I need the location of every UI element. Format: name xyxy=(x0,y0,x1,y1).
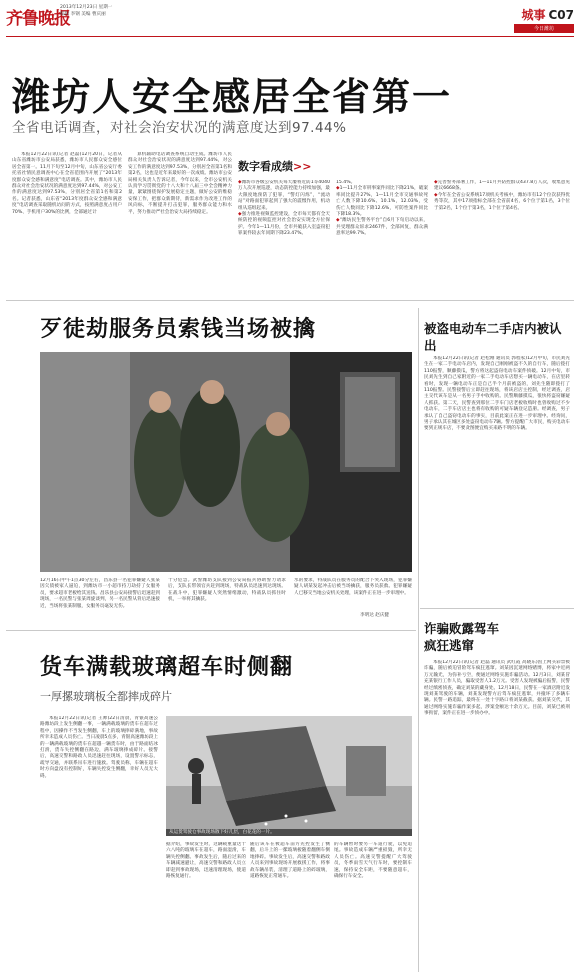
bullet-icon: ◆ xyxy=(238,212,242,218)
truck-col-4 xyxy=(334,842,412,972)
bullet-icon: ◆ xyxy=(434,192,438,198)
newspaper-logo: 齐鲁晚报 xyxy=(6,9,70,29)
page-code: C07 xyxy=(548,8,574,22)
lead-headline: 潍坊人安全感居全省第一 xyxy=(12,75,453,119)
stat-c: 15.4%。 xyxy=(336,180,356,185)
robbery-col1-text: 12月16日中午1点30分左右，昌乐县一名犯罪嫌疑人张某因欠债被家人逼迫，到潍坊市一小超市持刀劫持了女服务员，要求超市老板给其送钱。昌乐县公安局接警后迅速赶到现场，一名民警与张某周旋谈判，另一名民警从背后迅速接近，当场将张某制服，女服务员毫发无伤。 xyxy=(40,578,160,609)
editor-credits: 编辑 李钢 美编 曹庆丽 xyxy=(60,11,106,17)
bullet-icon: ◆ xyxy=(238,180,242,185)
column-divider xyxy=(418,308,419,972)
section-divider xyxy=(6,300,574,301)
robbery-byline: 李明达 赵庆健 xyxy=(360,613,390,618)
truck-col-1 xyxy=(40,716,158,972)
truck-photo xyxy=(166,716,412,836)
stat-b: 强力推进视频监控建设，全市每天都有全天候防控的视频监控对社会治安实现全方位保护。今年1—11月份，全市共破获入室盗窃犯罪案件较去年同期下降23.47%。 xyxy=(238,212,330,237)
stats-arrow: >> xyxy=(293,160,312,173)
robbery-col-1 xyxy=(40,578,160,618)
robbery-col-2 xyxy=(168,578,286,618)
stats-column-1 xyxy=(238,180,330,294)
fraud-text: 本报12月22日讯(记者 赵磊 通讯员 武红霞 高晓东)因上网买彩票被诈骗，随后被迫冒险驾车疯狂逃窜。刘某因沉迷网络赌博，将家中近两万元输光，为弥补亏空，便通过网络实施诈骗活动。12月3日，刘某冒充某银行工作人员，骗取受害人1.2万元。受害人发现被骗后报警，民警经过缜密侦查，确定刘某的藏身处。12月18日，民警在一家酒店附近发现刘某驾驶的车辆，刘某发现警方后驾车疯狂逃窜，并撞坏了多辆车辆。民警一路追踪，最终在一处十字路口将刘某截获。据刘某交代，其通过网络实施诈骗作案多起，涉案金额达十余万元。目前，刘某已被刑事拘留，案件正在进一步侦办中。 xyxy=(424,660,570,717)
truck-col1-text: 本报12月22日讯(记者 王帅)22日清晨，青银高速公路潍坊段上发生侧翻一事，一辆满载玻璃的货车在超车过程中，因操作不当发生侧翻，车上的玻璃摔碎满地，事故所幸未造成人员伤亡。当日凌晨5点多，青银高速潍坊段上的一辆满载玻璃的货车在超越一辆货车时，由于路面结冰打滑，货车失控侧翻在路边，满车玻璃摔成碎片。接警后，高速交警和路政人员迅速赶往现场，设置警示标志，疏导交通，并联系吊车进行施救。驾驶员称，车辆在超车时方向盘没有控制好，车辆失控发生侧翻，幸好人员无大碍。 xyxy=(40,716,158,779)
header-rule xyxy=(6,36,574,37)
robbery-col2-text: 十分危急。武警潍坊支队接到公安局报兵协助警力请求后，支队长带领官兵赶到现场，特战队员迅速到达现场。在战斗中，犯罪嫌疑人突然情绪激动，特战队员抓住时机，一举将其擒获。 xyxy=(168,578,286,603)
truck-col3-text: 随后该车在被超车前方先控发生了侧翻，后斗上的一摞玻璃板随着翻侧车倒地摔碎。事故发生后，高速交警和路政人员来到事故现场开展救援工作，将事故车辆吊装，清理了道路上的碎玻璃，道路恢复正常通车。 xyxy=(250,842,330,880)
bullet-icon: ◆ xyxy=(336,218,340,224)
issue-date: 2013年12月23日 星期一 xyxy=(60,5,113,10)
fraud-headline: 诈骗败露驾车疯狂逃窜 xyxy=(424,621,500,653)
robbery-col-3 xyxy=(294,578,412,610)
ebike-body xyxy=(424,356,570,602)
robbery-col3-text: 水的要求，特战队员在服务员的配合下突入现场，犯罪嫌疑人胡某发起冲击后被当场擒获，服务员获救。犯罪嫌疑人已移交当地公安机关处理，该案件正在进一步审理中。 xyxy=(294,578,412,596)
section-divider-3 xyxy=(420,608,574,609)
truck-col-2 xyxy=(166,842,246,972)
section-subtitle: 今日潍坊 xyxy=(514,24,574,33)
lead-col2-text: 算机辅助电话调查系统自动生成。潍坊市人民群众对社会治安状况的满意度达到97.44%，对公安工作的满意度达到97.53%，分别居全省第1名和第2名，这也是近年来最好的一次成绩。潍坊市公安局相关负责人告诉记者，今年以来，全市公安机关认真学习贯彻党的十八大和十八届三中全会精神力量，紧紧围绕保护发展稳定主题，做好公安的维稳安保工作，把群众新期待，新需求作为改进工作的风向标，不断提升打击犯罪，服务群众能力和水平，努力推动严社会治安大局持续稳定。 xyxy=(128,152,232,215)
truck-headline: 货车满载玻璃超车时侧翻 xyxy=(40,655,294,680)
issue-meta xyxy=(60,5,260,18)
stats-title-text: 数字看成绩 xyxy=(238,160,293,173)
robbery-headline: 歹徒劫服务员索钱当场被擒 xyxy=(40,317,317,342)
bullet-icon: ◆ xyxy=(336,186,340,192)
truck-col2-text: 据介绍，事故发生时，这辆载重量达十六八吨的玻璃车在超车，路面湿滑，车辆失控侧翻。事故发生后，随后过来的车辆减速避让，高速交警和路政人员立即赶到事故现场，迅速清理现场，使道路恢复通行。 xyxy=(166,842,246,880)
truck-col-3 xyxy=(250,842,330,972)
stats-column-3 xyxy=(434,180,570,294)
stat-d: 1—11月全市刑事案件同比下降21%，破案率同比提升27%，1—11月全市交通事故死亡人数下降10.6%、10.1%，12.03%，受伤亡人数同比下降12.6%，可防性案件同比下降18.3%。 xyxy=(336,186,428,218)
lead-column-1 xyxy=(12,152,122,294)
stat-e: “潍坊民生警务平台”自6月下旬启动以来，共受理群众诉求2467件，全部回复，群众满意率达99.7%。 xyxy=(336,218,428,237)
robbery-photo-illustration xyxy=(40,352,412,572)
stat-a: 潍坊市各级公安机关每天屡将近防1等4040万人次开展巡逻，动态防控能力持续加强，最大限度地预防了犯罪，“警灯闪烁”，“流动站”对路面犯罪起到了强大的震慑作用，机动组从巡组起来。 xyxy=(238,180,330,211)
truck-photo-illustration xyxy=(166,716,412,836)
lead-subheadline: 全省电话调查，对社会治安状况的满意度达到97.44% xyxy=(12,120,347,136)
bullet-icon: ◆ xyxy=(434,180,438,185)
truck-subheadline: 一厚摞玻璃板全都摔成碎片 xyxy=(40,690,172,703)
section-title: 城事 xyxy=(521,8,546,22)
truck-photo-caption: 从运货驾驶仓事故现场散下好几层，白花花的一片。 xyxy=(166,829,412,836)
section-tag xyxy=(514,4,574,33)
stats-title xyxy=(238,158,311,174)
ebike-headline: 被盗电动车二手店内被认出 xyxy=(424,321,562,353)
lead-column-2 xyxy=(128,152,232,294)
section-divider-2 xyxy=(6,630,416,631)
robbery-photo xyxy=(40,352,412,572)
stats-column-2 xyxy=(336,180,428,294)
truck-col4-text: 的车辆暂时要另一车道行驶，以免追尾。事故造成车辆严重损毁，所幸无人员伤亡。高速交警提醒广大驾驶员，冬季雨雪天气行车时，要控制车速，保持安全车距，不要随意超车，确保行车安全。 xyxy=(334,842,412,880)
ebike-text: 本报12月22日讯(记者 赵松刚 通讯员 郭程家)12月中旬，市民刘先生在一家二手电动车店内，发现自己刚刚被盗不久的自行车，随后拨打110报警，顺藤摸瓜，警方将这起盗窃电动车案件侦破。12月中旬，市民刘先生到自己家附近的一家二手电动车店想买一辆电动车，在店里转看时，发现一辆电动车正是自己半个月前被盗的，刘先生随即拨打了110报警。民警接警后立即赶往现场，将该店店主控制，经过调查，店主交代该车是从一名男子手中收购的。民警顺藤摸瓜，很快将盗窃嫌疑人抓获。第二天，民警查到那位二手车门店老板收购时也曾收购过不少电动车，二手车店店主也将有收购的可疑车辆登记造册。经调查，男子承认了自己盗窃电动车的事实，目前此案正在进一步审理中。经询问，男子承认其在城区多处盗窃电动车7辆。警方提醒广大市民，购买电动车要到正规车店，不要贪图便宜购买来路不明的车辆。 xyxy=(424,356,570,432)
stat-g: 今年在全省公安系统17项机关考核中，潍坊市有12个位次获得优秀等次，其中17项指标全部在全省前4名，6个位于第1名，3个位于第2名，1个位于第3名，1个位于第4名。 xyxy=(434,192,570,211)
stat-f: 完善警务部署工作，1—11月共防控群众437.8万人次，收集意见建议6668条。 xyxy=(434,180,570,192)
fraud-body xyxy=(424,660,570,972)
lead-col1-text: 本报12月22日讯(记者 赵磊)12月20日，记者从山东省潍坊市公安局获悉，潍坊市人民群众安全感位居全省第一。11月下旬至12月中旬，山东省公安厅委托省社情民意调查中心在全省范围内开展了“2013年度群众安全感和满意度”电话调查。其中，潍坊市人民群众对社会治安状况的满意度达到97.44%，对公安工作的满意度达到97.53%，分别居全省第1名和第2名。记者获悉，山东省“2013年度群众安全感和满意度”电话调查采取随机访问的方式，按照满意度占用户70%、手机用户30%的比例，全部通过计 xyxy=(12,152,122,215)
